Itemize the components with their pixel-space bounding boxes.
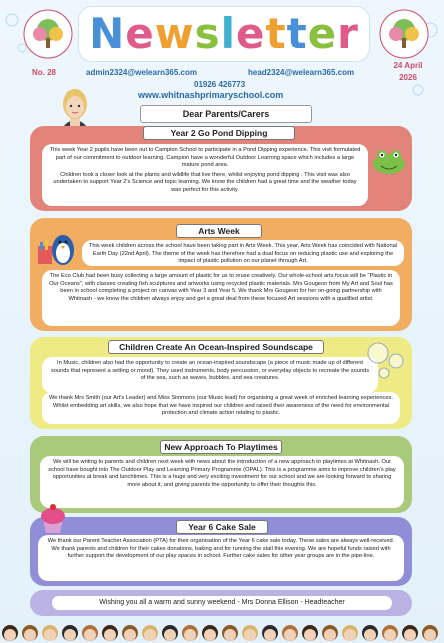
child-face bbox=[364, 629, 376, 641]
child-face bbox=[304, 629, 316, 641]
section-body bbox=[42, 144, 368, 206]
children-strip bbox=[0, 622, 444, 643]
section-body bbox=[38, 535, 404, 581]
section-arts-week bbox=[30, 218, 412, 331]
child-face bbox=[144, 629, 156, 641]
section-body bbox=[42, 357, 378, 393]
paragraph: We thank our Parent Teacher Association (PTA) for their organisation of the Year 6 cake sale today. These sales are always well-received. We thank parents and children for their cakes donations, baking and for running the stall this evening. We are hopeful funds raised with further support the development of our play spaces in school. Further cake sales for other year groups are in the pipe-line. bbox=[47, 538, 395, 560]
issue-date-year: 2026 bbox=[399, 73, 417, 82]
title-letter: t bbox=[286, 9, 308, 58]
frog-icon bbox=[370, 148, 408, 176]
phone-number: 01926 426773 bbox=[194, 80, 246, 89]
title-letter: r bbox=[337, 9, 359, 58]
section-title: Year 2 Go Pond Dipping bbox=[143, 126, 295, 140]
paragraph: In Music, children also had the opportunity to create an ocean-inspired soundscape (a piece of music made up of different sounds that represent a setting or mood). They used instruments, body percussion, or everyday objects to recreate the sounds of the sea, such as waves, bubbles, and sea creatures. bbox=[50, 360, 370, 382]
head-email[interactable]: head2324@welearn365.com bbox=[248, 68, 355, 77]
section-body bbox=[42, 270, 400, 326]
paragraph: Children took a closer look at the plants and wildlife that live there, whilst enjoying pond dipping . This visit was also undertaken to support Year 2's Science and topic learning. We know the children had a great time and the weather today was perfect for this activity. bbox=[53, 171, 357, 193]
title-letter: t bbox=[265, 9, 287, 58]
admin-email[interactable]: admin2324@welearn365.com bbox=[86, 68, 197, 77]
section-body bbox=[82, 240, 404, 266]
child-face bbox=[204, 629, 216, 641]
section-soundscape bbox=[30, 337, 412, 429]
child-face bbox=[344, 629, 356, 641]
child-face bbox=[44, 629, 56, 641]
title-letter: N bbox=[89, 9, 126, 58]
title-letter: w bbox=[154, 9, 195, 58]
child-face bbox=[404, 629, 416, 641]
child-face bbox=[104, 629, 116, 641]
section-body bbox=[40, 456, 404, 508]
child-face bbox=[84, 629, 96, 641]
issue-number: No. 28 bbox=[32, 68, 57, 77]
child-face bbox=[4, 629, 16, 641]
greeting-heading: Dear Parents/Carers bbox=[140, 105, 312, 123]
school-website-link[interactable]: www.whitnashprimaryschool.com bbox=[138, 90, 284, 100]
title-letter: e bbox=[307, 9, 338, 58]
section-cake-sale bbox=[30, 517, 412, 586]
section-title: Year 6 Cake Sale bbox=[176, 520, 268, 534]
issue-date-day: 24 April bbox=[393, 61, 423, 70]
child-face bbox=[184, 629, 196, 641]
section-body bbox=[42, 392, 400, 424]
paragraph: We will be writing to parents and children next week with news about the introduction of a new approach to playtimes at Whitnash. Our school have bought into The Outdoor Play and Learning Primary Programme (OPAL). This is a programme aims to improve children's play opportunities at break and lunchtimes. This is a huge and very exciting investment for our school and we are looking forward to sharing more about it, and giving parents the opportunity to offer their thoughts this. bbox=[48, 459, 396, 488]
child-face bbox=[244, 629, 256, 641]
penguin-icon bbox=[36, 222, 78, 268]
child-face bbox=[24, 629, 36, 641]
title-letter: s bbox=[194, 9, 221, 58]
paragraph: We thank Mrs Smith (our Art's Leader) and Miss Simmons (our Music lead) for organising a great week of enriched learning experiences. Whilst embedding art skills, we also hope that we have inspired our children and raised their awareness of the need for environmental protection and climate action relating to plastic. bbox=[49, 395, 393, 417]
child-face bbox=[164, 629, 176, 641]
child-face bbox=[224, 629, 236, 641]
child-face bbox=[284, 629, 296, 641]
bubbles-icon bbox=[364, 341, 408, 381]
child-face bbox=[124, 629, 136, 641]
section-pond-dipping bbox=[30, 126, 412, 211]
school-logo-right bbox=[378, 8, 430, 60]
section-title: New Approach To Playtimes bbox=[160, 440, 282, 454]
paragraph: This week Year 2 pupils have been out to Campion School to participate in a Pond Dipping experience. This visit formulated part of our commitment to outdoor learning. Campion have a wonderful Outdoor Learning space which includes a large mature pond area. bbox=[49, 147, 361, 169]
section-title: Children Create An Ocean-Inspired Soundscape bbox=[108, 340, 324, 354]
title-letter: l bbox=[220, 9, 236, 58]
section-playtimes bbox=[30, 436, 412, 513]
section-title: Arts Week bbox=[176, 224, 262, 238]
issue-date bbox=[386, 60, 430, 84]
child-face bbox=[384, 629, 396, 641]
child-face bbox=[264, 629, 276, 641]
child-face bbox=[424, 629, 436, 641]
headteacher-signoff: Wishing you all a warm and sunny weekend - Mrs Donna Ellison - Headteacher bbox=[52, 596, 392, 610]
paragraph: The Eco Club had been busy collecting a large amount of plastic for us to reuse creatively. Our whole-school arts focus will be "Plastic in Our Oceans", with classes creating fish sculptures and artworks using recycled plastic materials. Mrs Gougeon from My Art and Soul has been in school completing a project on canvas with Year 3 and Year 5. We thank Mrs Gougeon for her on-going partnership with Whitnash - we know the children always enjoy and get a great deal from these focused Art sessions with a qualified artist. bbox=[49, 273, 393, 302]
child-face bbox=[324, 629, 336, 641]
paragraph: This week children across the school have been taking part in Arts Week. This year, Arts Week has coincided with National Earth Day (22nd April). The theme of the week has therefore had a dual focus on reducing plastic use and exploring the impact of plastic pollution on our planet through Art. bbox=[88, 243, 398, 265]
cupcake-icon bbox=[38, 501, 68, 535]
title-letter: e bbox=[236, 9, 266, 58]
newsletter-title bbox=[78, 6, 370, 62]
title-letter: e bbox=[125, 9, 155, 58]
child-face bbox=[64, 629, 76, 641]
school-logo-left bbox=[22, 8, 74, 60]
